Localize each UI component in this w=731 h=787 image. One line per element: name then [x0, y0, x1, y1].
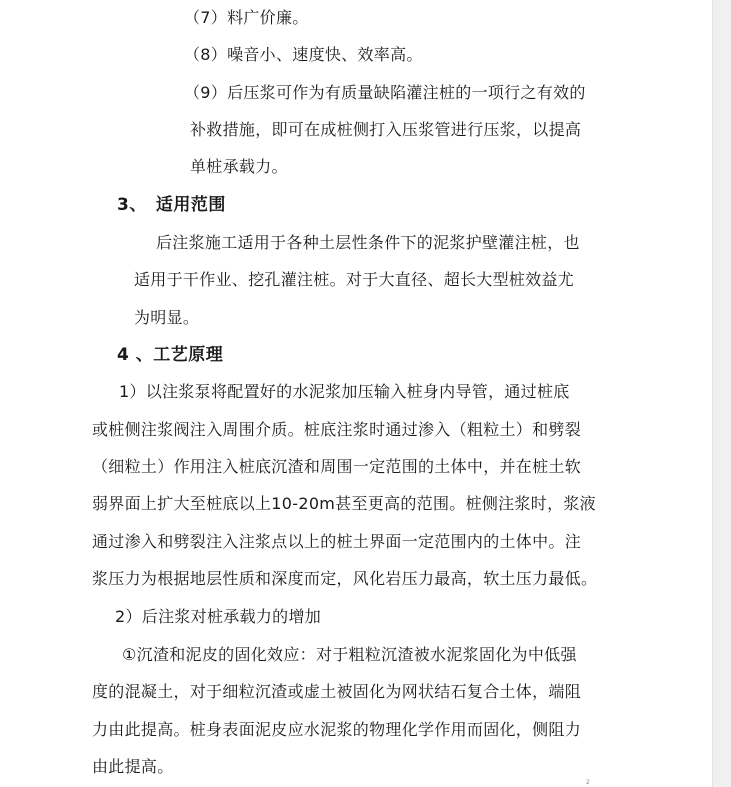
- list-item-9-cont-1: 补救措施，即可在成桩侧打入压浆管进行压浆，以提高: [190, 120, 582, 139]
- page-number: 2: [586, 779, 590, 786]
- section-4-para1-line-6: 浆压力为根据地层性质和深度而定，风化岩压力最高，软土压力最低。: [92, 569, 598, 588]
- section-4-para3-line-1: ①沉渣和泥皮的固化效应：对于粗粒沉渣被水泥浆固化为中低强: [122, 645, 577, 664]
- list-item-9: （9）后压浆可作为有质量缺陷灌注桩的一项行之有效的: [184, 83, 586, 102]
- list-item-8: （8）噪音小、速度快、效率高。: [184, 45, 423, 64]
- section-4-para1-line-3: （细粒土）作用注入桩底沉渣和周围一定范围的土体中，并在桩土软: [92, 457, 582, 476]
- section-4-para1-line-4: 弱界面上扩大至桩底以上10-20m甚至更高的范围。桩侧注浆时，浆液: [92, 494, 596, 513]
- section-3-heading: 3、 适用范围: [117, 195, 226, 215]
- section-4-para1-line-1: 1）以注浆泵将配置好的水泥浆加压输入桩身内导管，通过桩底: [119, 382, 570, 401]
- section-4-para2-title: 2）后注浆对桩承载力的增加: [115, 607, 322, 626]
- section-4-para1-line-2: 或桩侧注浆阀注入周围介质。桩底注浆时通过渗入（粗粒土）和劈裂: [92, 420, 582, 439]
- section-4-para3-line-2: 度的混凝土，对于细粒沉渣或虚土被固化为网状结石复合土体，端阻: [92, 682, 582, 701]
- section-4-para1-line-5: 通过渗入和劈裂注入注浆点以上的桩土界面一定范围内的土体中。注: [92, 532, 582, 551]
- section-3-line-1: 后注浆施工适用于各种土层性条件下的泥浆护壁灌注桩，也: [156, 233, 580, 252]
- section-4-heading: 4 、工艺原理: [117, 345, 224, 365]
- section-4-para3-line-3: 力由此提高。桩身表面泥皮应水泥浆的物理化学作用而固化，侧阻力: [92, 720, 582, 739]
- section-3-line-3: 为明显。: [134, 308, 200, 327]
- section-3-line-2: 适用于干作业、挖孔灌注桩。对于大直径、超长大型桩效益尤: [134, 270, 575, 289]
- list-item-9-cont-2: 单桩承载力。: [190, 157, 288, 176]
- vertical-scrollbar[interactable]: [712, 0, 731, 787]
- list-item-7: （7）料广价廉。: [184, 8, 309, 27]
- section-4-para3-line-4: 由此提高。: [92, 757, 174, 776]
